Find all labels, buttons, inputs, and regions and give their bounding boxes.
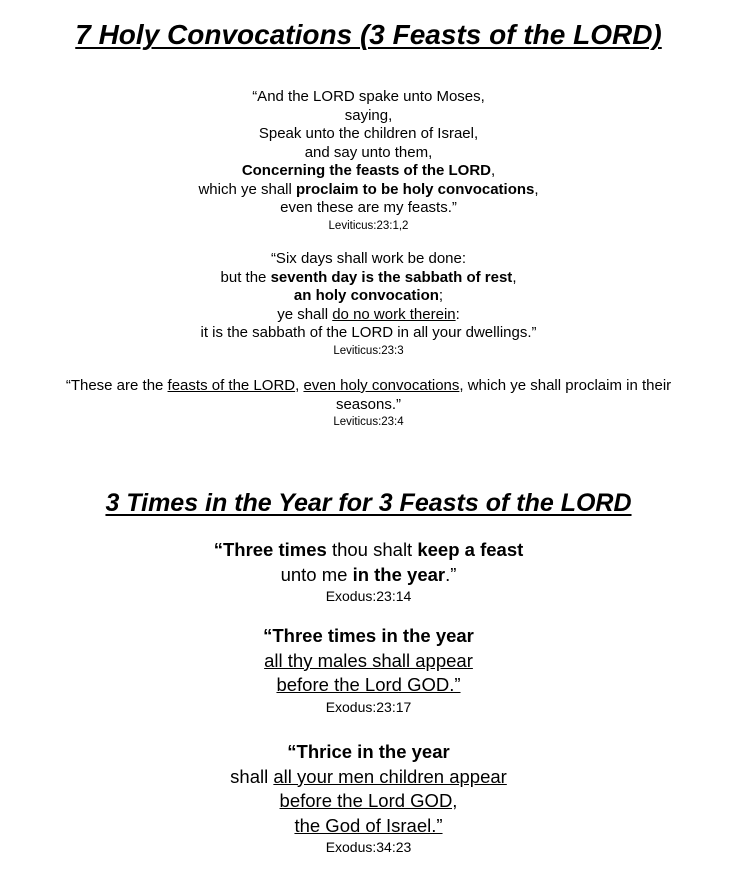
bold-phrase: an holy convocation (293, 287, 439, 304)
quote-line (0, 673, 737, 698)
scripture-reference: Leviticus:23:1,2 (328, 219, 409, 232)
text-fragment: ; (438, 287, 444, 304)
bold-phrase: proclaim to be holy convocations (296, 180, 535, 198)
quote-line (0, 649, 737, 674)
quote-line (0, 789, 737, 814)
scripture-reference: Exodus:34:23 (325, 839, 412, 855)
quote-exodus-34-23 (0, 740, 737, 857)
main-heading: 7 Holy Convocations (3 Feasts of the LORD) (75, 19, 662, 50)
scripture-reference: Exodus:23:14 (325, 588, 412, 604)
underlined-phrase: all your men children appear (273, 765, 507, 787)
text-fragment: “ (287, 741, 297, 762)
scripture-reference: Leviticus:23:3 (333, 344, 404, 357)
quote-line: and say unto them, (304, 143, 433, 161)
quote-line (0, 814, 737, 839)
quote-line (0, 538, 737, 563)
quote-line (0, 563, 737, 588)
scripture-reference: Leviticus:23:4 (333, 416, 404, 428)
underlined-phrase: before the Lord GOD.” (276, 674, 461, 695)
quote-line (0, 306, 737, 325)
text-fragment: ye shall (277, 305, 333, 323)
quote-line (0, 624, 737, 649)
quote-leviticus-23-4 (0, 376, 737, 430)
text-fragment: unto me (280, 563, 353, 585)
quote-exodus-23-14 (0, 538, 737, 606)
bold-phrase: Concerning the feasts of the LORD (241, 162, 491, 179)
underlined-phrase: all thy males shall appear (264, 649, 473, 671)
text-fragment: “These are the (65, 377, 168, 394)
quote-leviticus-23-1-2 (0, 88, 737, 234)
text-fragment: thou shalt (326, 539, 418, 560)
quote-line (0, 287, 737, 306)
quote-line (0, 376, 737, 414)
quote-line (0, 269, 737, 288)
text-fragment: which ye shall (198, 180, 296, 198)
quote-line (0, 740, 737, 765)
underlined-phrase: even holy convocations (303, 377, 460, 394)
underlined-phrase: the God of Israel.” (294, 814, 443, 836)
text-fragment: but the (220, 268, 271, 286)
text-fragment: “ (263, 625, 273, 646)
quote-line: saying, (344, 106, 393, 124)
bold-phrase: seventh day is the sabbath of rest (270, 268, 513, 286)
text-fragment: “ (213, 539, 223, 560)
bold-phrase: Three times in the year (272, 625, 474, 646)
quote-exodus-23-17 (0, 624, 737, 717)
scripture-reference: Exodus:23:17 (325, 698, 412, 715)
underlined-phrase: do no work therein (332, 305, 456, 323)
quote-line: it is the sabbath of the LORD in all your dwellings.” (200, 324, 537, 341)
text-fragment: , which ye shall proclaim in their seasons.” (335, 377, 672, 413)
quote-line: Speak unto the children of Israel, (258, 125, 479, 142)
quote-line: “Six days shall work be done: (270, 250, 467, 267)
quote-line (0, 765, 737, 790)
text-fragment: : (455, 305, 460, 323)
bold-phrase: Three times (222, 539, 327, 560)
quote-line (0, 162, 737, 181)
quote-line: “And the LORD spake unto Moses, (252, 88, 485, 105)
text-fragment: , (491, 162, 496, 179)
quote-line (0, 181, 737, 200)
text-fragment: shall (230, 765, 274, 787)
text-fragment: , (534, 180, 539, 198)
quote-line: even these are my feasts.” (280, 199, 457, 216)
underlined-phrase: feasts of the LORD (167, 377, 296, 394)
quote-leviticus-23-3 (0, 250, 737, 359)
bold-phrase: Thrice in the year (296, 741, 450, 762)
text-fragment: , (512, 268, 517, 286)
text-fragment: .” (445, 563, 457, 585)
text-fragment: , (295, 377, 304, 394)
bold-phrase: keep a feast (417, 539, 524, 560)
bold-phrase: in the year (352, 563, 446, 585)
underlined-phrase: before the Lord GOD, (279, 790, 458, 811)
second-heading: 3 Times in the Year for 3 Feasts of the LORD (105, 489, 632, 517)
